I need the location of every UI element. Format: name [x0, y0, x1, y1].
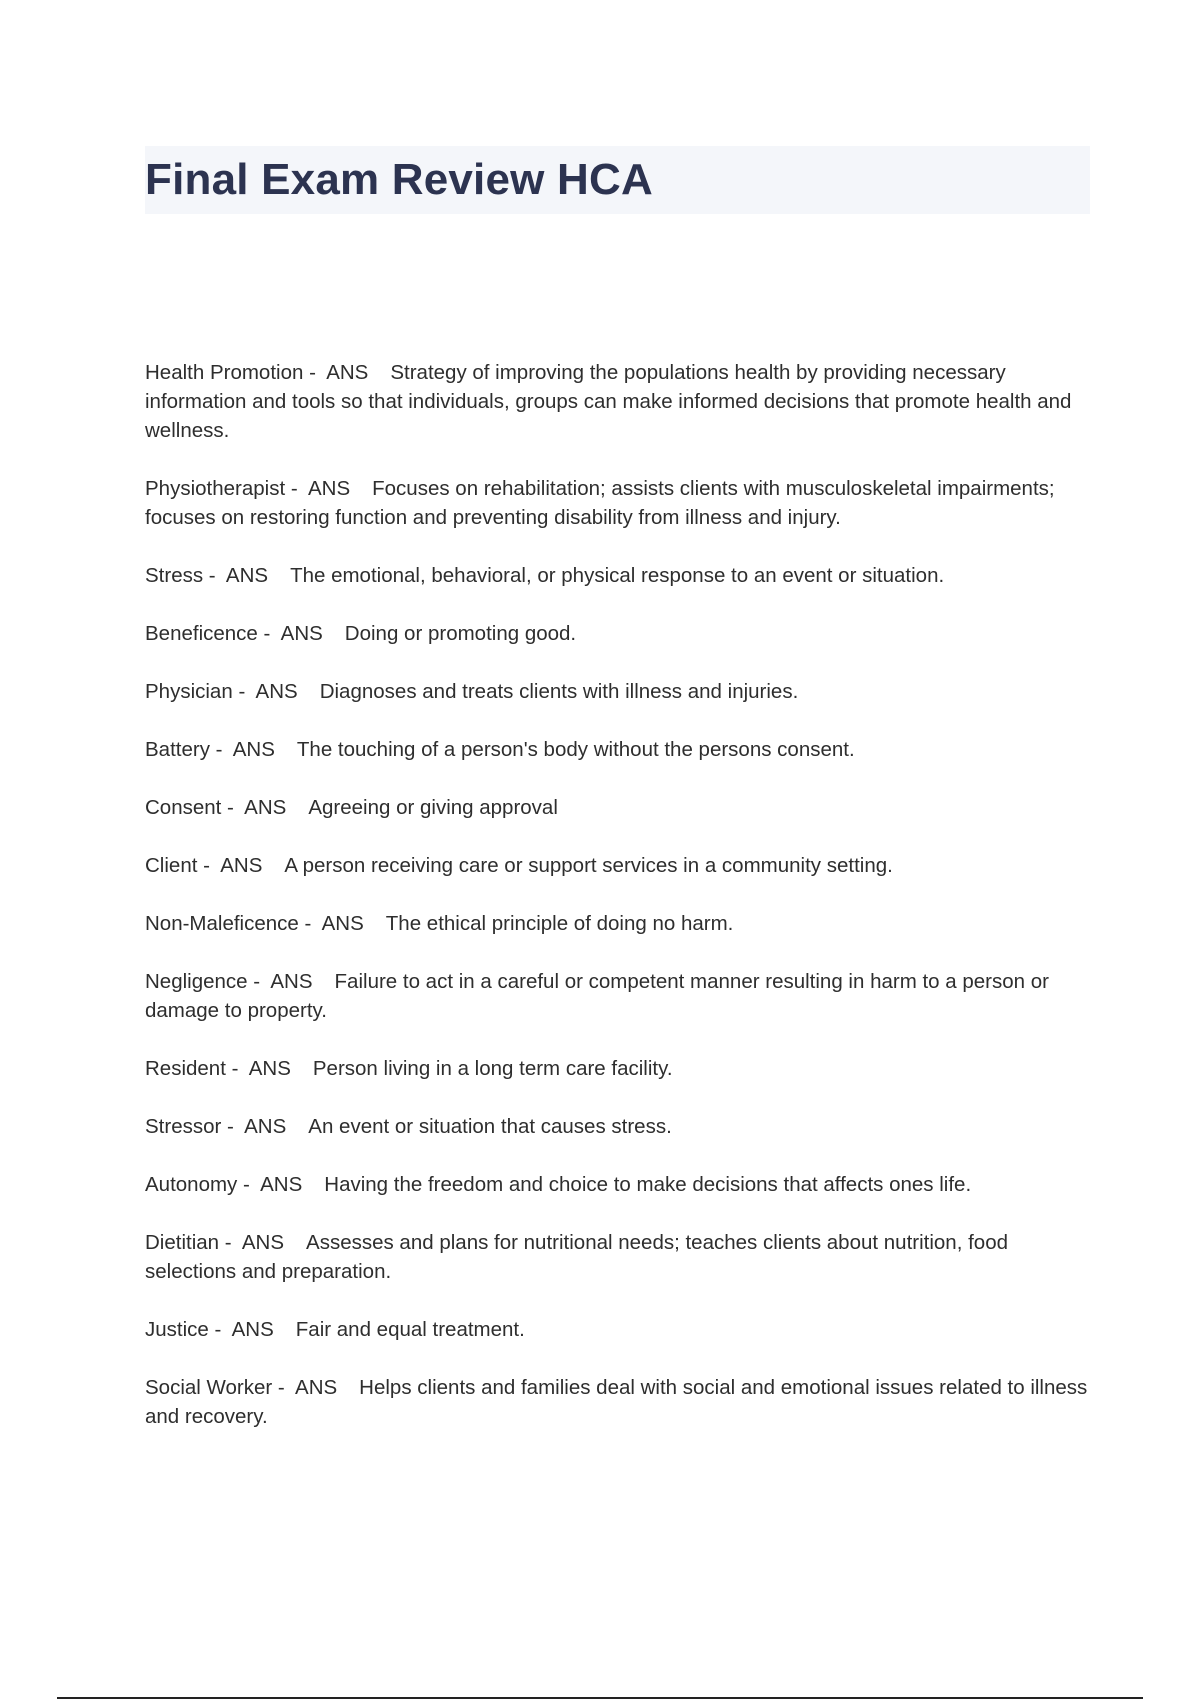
entry-definition: Strategy of improving the populations health by providing necessary information and tools so that individuals, groups can make informed decisions that promote health and wellness.	[145, 361, 1072, 442]
entry-term: Stress	[145, 564, 204, 587]
entry-separator: -	[208, 1318, 232, 1341]
page-title: Final Exam Review HCA	[145, 155, 653, 204]
entry-separator: -	[257, 622, 281, 645]
entry-term: Non-Maleficence	[145, 912, 299, 935]
entry-separator: -	[237, 1173, 261, 1196]
entry-ans-label: ANS	[255, 680, 298, 703]
entry	[145, 1112, 1095, 1141]
entry-definition: Focuses on rehabilitation; assists clients with musculoskeletal impairments; focuses on restoring function and preventing disability from illness and injury.	[145, 477, 1055, 529]
entry	[145, 358, 1095, 445]
entry	[145, 1315, 1095, 1344]
entry-ans-label: ANS	[270, 970, 313, 993]
entry-ans-label: ANS	[280, 622, 323, 645]
entry-separator: -	[303, 361, 327, 384]
entry	[145, 793, 1095, 822]
entry-term: Consent	[145, 796, 222, 819]
entry-ans-label: ANS	[321, 912, 364, 935]
entry-separator: -	[221, 796, 245, 819]
entry-definition: Having the freedom and choice to make decisions that affects ones life.	[324, 1173, 972, 1196]
entry-ans-label: ANS	[231, 1318, 274, 1341]
entry-separator: -	[219, 1231, 242, 1254]
entry-term: Resident	[145, 1057, 226, 1080]
entry-ans-label: ANS	[295, 1376, 338, 1399]
entry-term: Client	[145, 854, 198, 877]
entry	[145, 619, 1095, 648]
entry	[145, 735, 1095, 764]
entry-ans-label: ANS	[244, 1115, 287, 1138]
footer-divider	[57, 1697, 1143, 1699]
entry-definition: The touching of a person's body without the persons consent.	[296, 738, 855, 761]
entry-term: Physician	[145, 680, 233, 703]
entry	[145, 967, 1095, 1025]
entry	[145, 851, 1095, 880]
entry-separator: -	[197, 854, 221, 877]
entry-separator: -	[225, 1057, 249, 1080]
entry	[145, 1170, 1095, 1199]
entry-definition: Helps clients and families deal with social and emotional issues related to illness and recovery.	[145, 1376, 1088, 1428]
entry-separator: -	[272, 1376, 296, 1399]
entry-ans-label: ANS	[241, 1231, 285, 1254]
entry-term: Health Promotion	[145, 361, 304, 384]
entry-ans-label: ANS	[260, 1173, 303, 1196]
entry-term: Stressor	[145, 1115, 222, 1138]
entry-definition: Person living in a long term care facility.	[312, 1057, 673, 1080]
entry	[145, 1373, 1095, 1431]
entry	[145, 1054, 1095, 1083]
entry-definition: The ethical principle of doing no harm.	[385, 912, 734, 935]
entry-ans-label: ANS	[220, 854, 263, 877]
entry-definition: An event or situation that causes stress.	[308, 1115, 672, 1138]
entry-ans-label: ANS	[307, 477, 351, 500]
entry-definition: Fair and equal treatment.	[295, 1318, 525, 1341]
entry-separator: -	[247, 970, 271, 993]
entry-separator: -	[203, 564, 226, 587]
entry-definition: A person receiving care or support services in a community setting.	[284, 854, 893, 877]
entry-ans-label: ANS	[232, 738, 275, 761]
entry-definition: Doing or promoting good.	[344, 622, 577, 645]
entry	[145, 677, 1095, 706]
entry-ans-label: ANS	[244, 796, 287, 819]
entry-separator: -	[298, 912, 322, 935]
entry-definition: Diagnoses and treats clients with illness and injuries.	[319, 680, 799, 703]
entry-separator: -	[285, 477, 308, 500]
entry-term: Justice	[145, 1318, 209, 1341]
entry-separator: -	[221, 1115, 245, 1138]
entry-definition: The emotional, behavioral, or physical response to an event or situation.	[290, 564, 945, 587]
entry-list	[145, 358, 1095, 1460]
entry-separator: -	[232, 680, 256, 703]
entry-definition: Agreeing or giving approval	[308, 796, 558, 819]
entry-term: Dietitian	[145, 1231, 220, 1254]
title-banner	[145, 146, 1090, 214]
entry	[145, 474, 1095, 532]
entry	[145, 1228, 1095, 1286]
entry-term: Autonomy	[145, 1173, 238, 1196]
entry	[145, 909, 1095, 938]
entry-ans-label: ANS	[225, 564, 269, 587]
entry-term: Social Worker	[145, 1376, 273, 1399]
entry-term: Battery	[145, 738, 210, 761]
entry	[145, 561, 1095, 590]
entry-ans-label: ANS	[326, 361, 369, 384]
entry-term: Negligence	[145, 970, 248, 993]
entry-separator: -	[209, 738, 233, 761]
entry-term: Beneficence	[145, 622, 258, 645]
entry-definition: Failure to act in a careful or competent manner resulting in harm to a person or damage to property.	[145, 970, 1049, 1022]
entry-ans-label: ANS	[248, 1057, 291, 1080]
entry-definition: Assesses and plans for nutritional needs; teaches clients about nutrition, food selections and preparation.	[145, 1231, 1009, 1283]
entry-term: Physiotherapist	[145, 477, 286, 500]
